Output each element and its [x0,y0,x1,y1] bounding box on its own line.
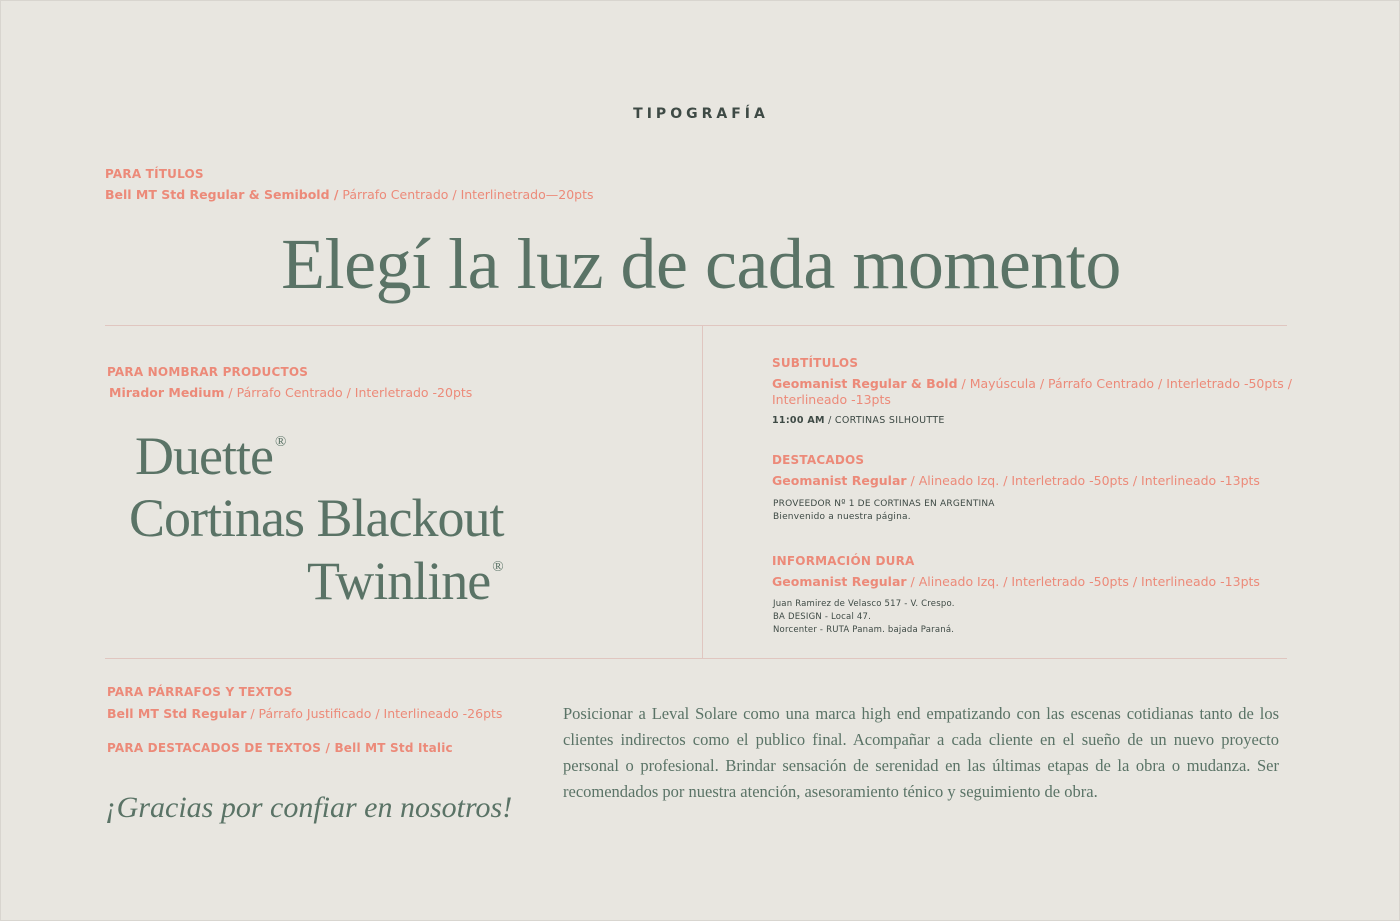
highlights-spec [772,473,1260,488]
highlights-sample-line1: PROVEEDOR Nº 1 DE CORTINAS EN ARGENTINA [773,499,995,509]
hard-info-font: Geomanist Regular [772,574,907,589]
hard-info-label: INFORMACIÓN DURA [772,554,915,568]
product-name-text: Twinline [307,551,491,611]
products-font: Mirador Medium [109,385,225,400]
subtitles-spec [772,376,1292,391]
hard-info-line-2: BA DESIGN - Local 47. [773,612,872,622]
products-spec-text: / Párrafo Centrado / Interletrado -20pts [224,385,473,400]
product-name-twinline [307,551,504,611]
paragraphs-spec [107,706,502,721]
divider-top [105,325,1287,326]
hard-info-line-3: Norcenter - RUTA Panam. bajada Paraná. [773,625,955,635]
subtitles-sample [772,415,945,426]
paragraphs-font: Bell MT Std Regular [107,706,247,721]
highlights-spec-text: / Alineado Izq. / Interletrado -50pts / Interlineado -13pts [906,473,1260,488]
italic-sample: ¡Gracias por confiar en nosotros! [105,791,513,824]
titles-font: Bell MT Std Regular & Semibold / [105,187,339,202]
subtitles-label: SUBTÍTULOS [772,356,859,370]
page-title: TIPOGRAFÍA [633,106,769,122]
products-label: PARA NOMBRAR PRODUCTOS [107,365,309,379]
product-name-blackout [129,488,504,548]
highlights-label: DESTACADOS [772,453,865,467]
product-name-duette [135,426,287,486]
subtitles-sample-text: / CORTINAS SILHOUTTE [824,415,945,426]
subtitles-font: Geomanist Regular & Bold [772,376,958,391]
highlights-sample-line2: Bienvenido a nuestra página. [773,512,911,522]
titles-spec-text: Párrafo Centrado / Interlinetrado—20pts [338,187,594,202]
paragraphs-label: PARA PÁRRAFOS Y TEXTOS [107,685,293,699]
highlight-text-label: PARA DESTACADOS DE TEXTOS / Bell MT Std Italic [107,741,453,755]
products-spec [109,385,472,400]
hard-info-spec [772,574,1260,589]
product-name-text: Duette [135,426,273,486]
registered-mark: ® [492,559,504,575]
body-paragraph: Posicionar a Leval Solare como una marca high end empatizando con las escenas cotidianas tanto de los clientes indirectos como el publico final. Acompañar a cada cliente en el sueño de un nuevo proyecto personal o profesional. Brindar sensación de serenidad en las últimas etapas de la obra o mudanza. Ser recomendados por nuestra atención, asesoramiento ténico y seguimiento de obra. [563,704,1279,801]
hard-info-spec-text: / Alineado Izq. / Interletrado -50pts / Interlineado -13pts [906,574,1260,589]
highlights-font: Geomanist Regular [772,473,907,488]
registered-mark: ® [274,434,287,450]
hard-info-line-1: Juan Ramirez de Velasco 517 - V. Crespo. [773,599,955,609]
paragraphs-spec-text: / Párrafo Justificado / Interlineado -26pts [246,706,503,721]
divider-bottom [105,658,1287,659]
title-sample: Elegí la luz de cada momento [281,224,1121,304]
subtitles-sample-time: 11:00 AM [772,415,825,426]
titles-spec [105,187,594,202]
titles-label: PARA TÍTULOS [105,167,204,181]
divider-vertical [702,326,703,658]
product-name-text: Cortinas Blackout [129,488,504,548]
subtitles-spec-line2: Interlineado -13pts [772,392,891,407]
subtitles-spec-text: / Mayúscula / Párrafo Centrado / Interletrado -50pts / [957,376,1292,391]
